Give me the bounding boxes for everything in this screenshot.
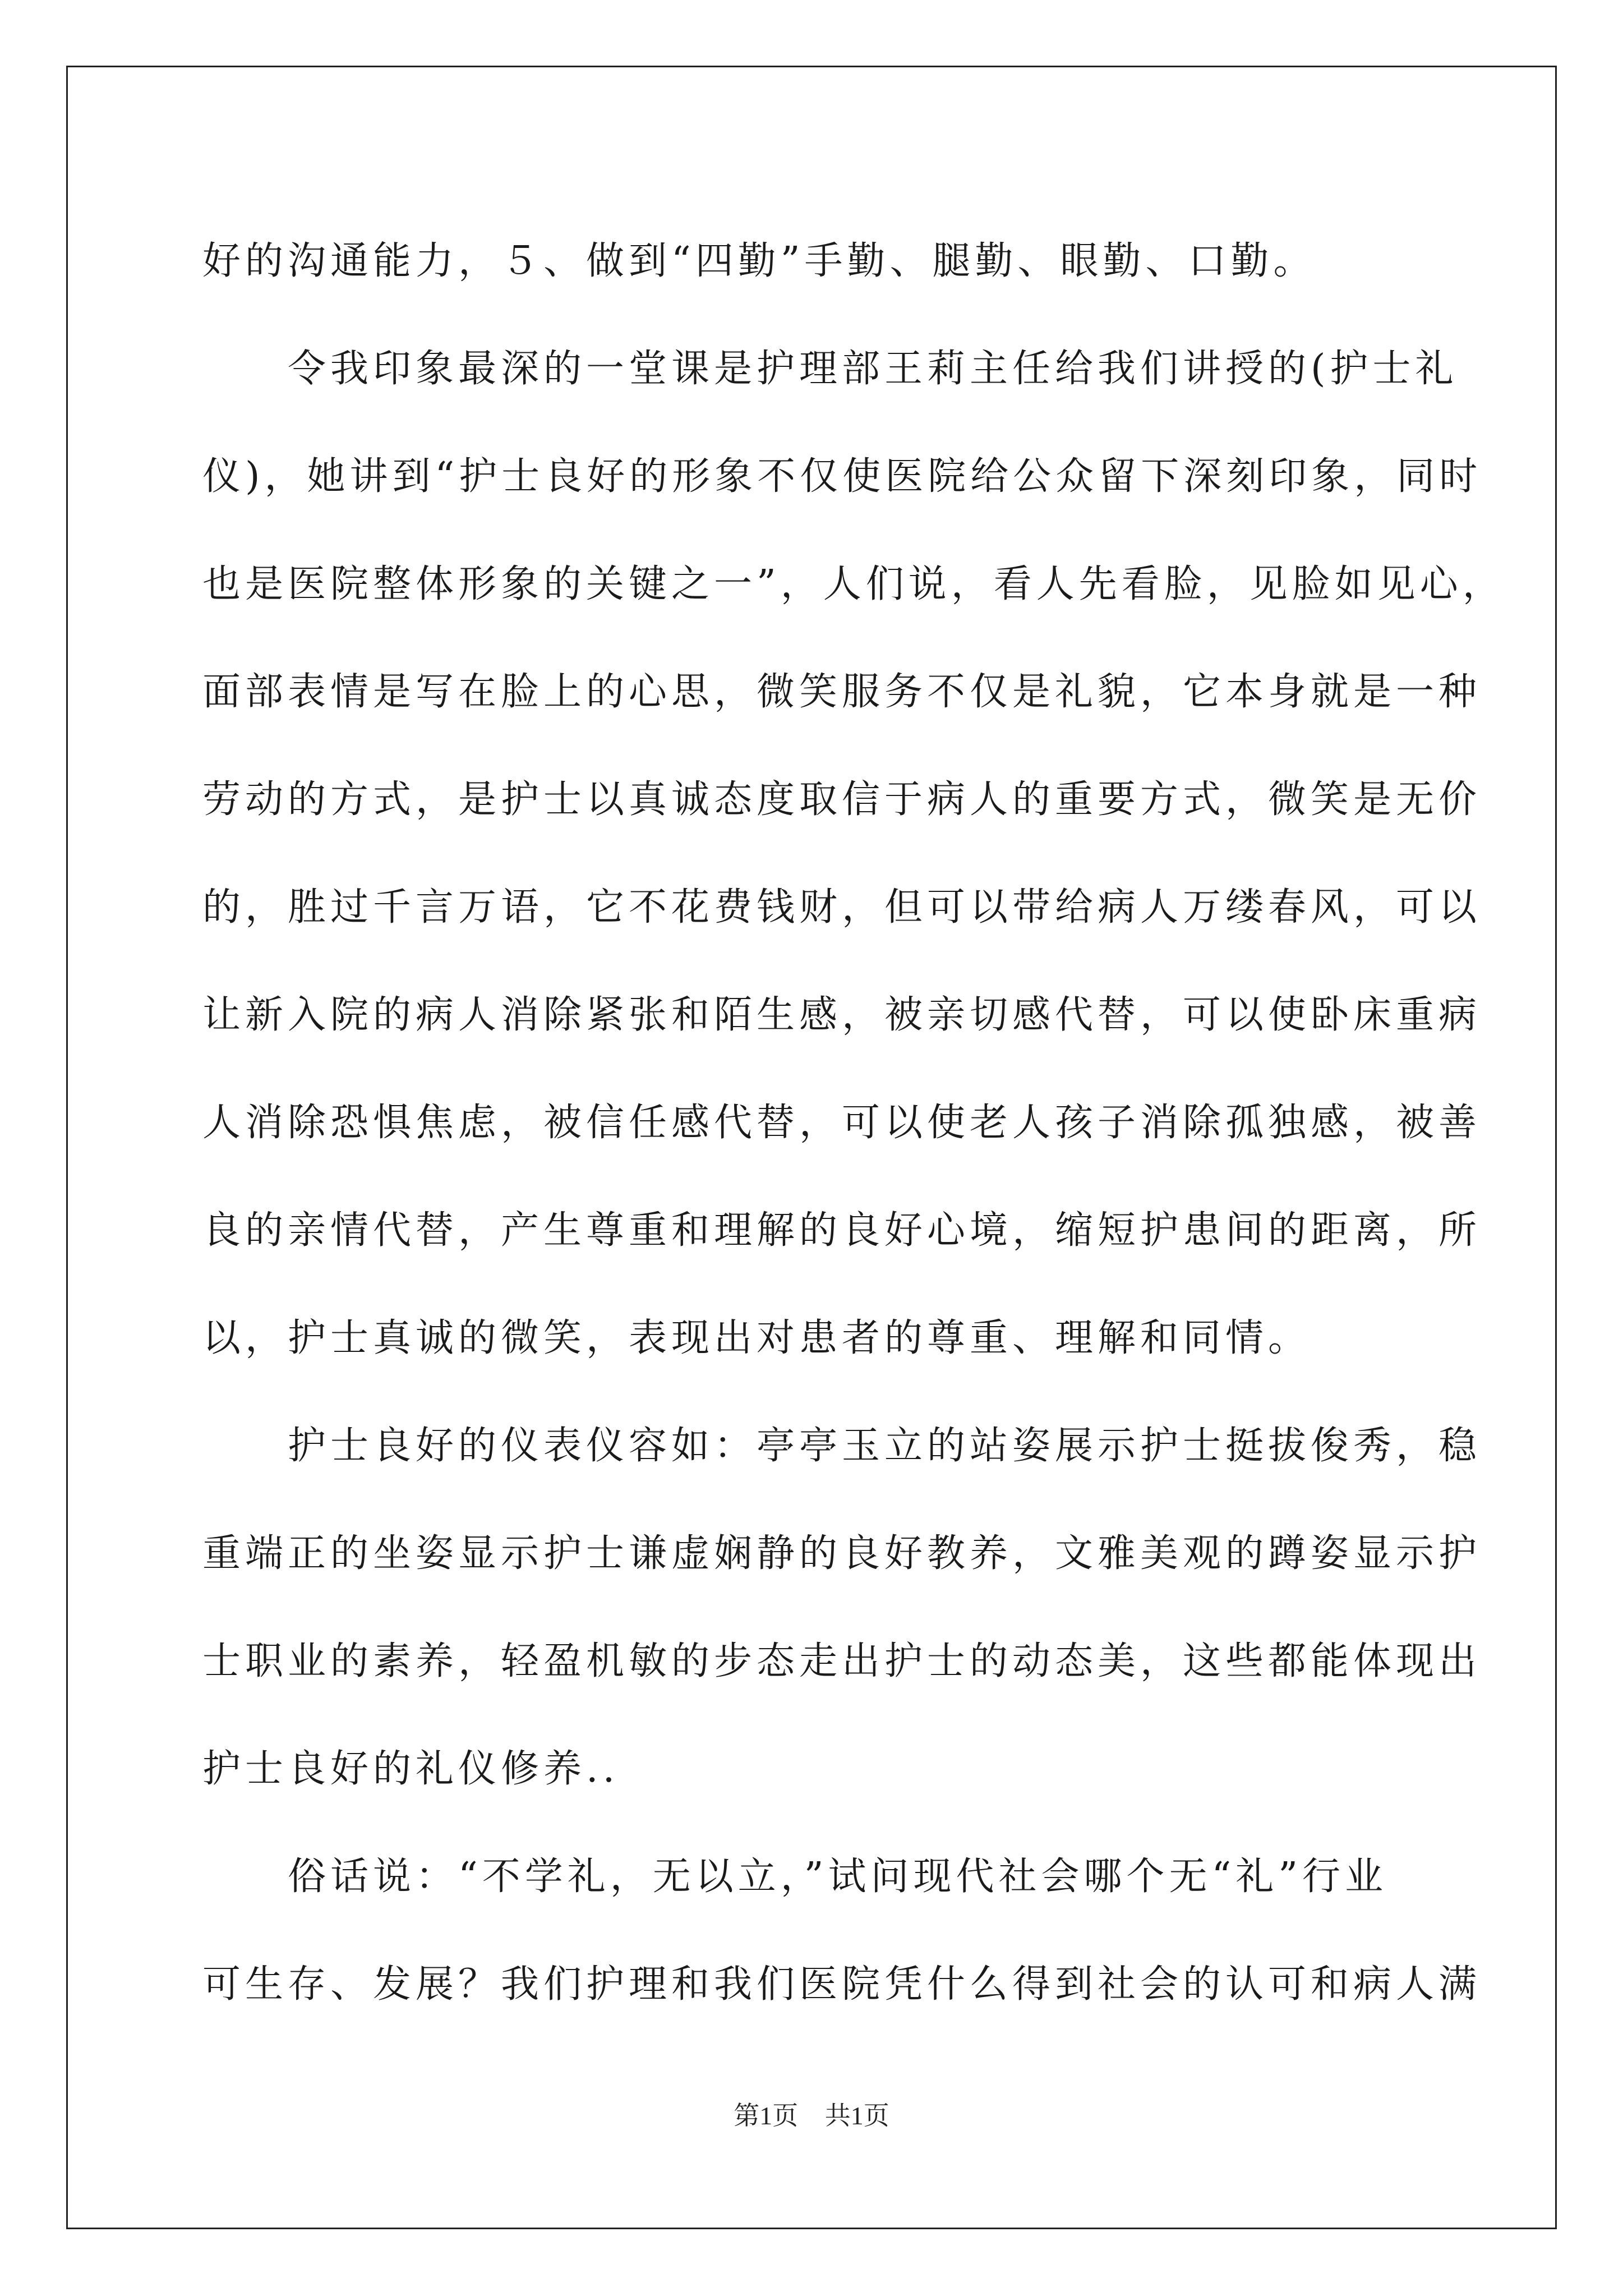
- text-line: 重端正的坐姿显示护士谦虚娴静的良好教养，文雅美观的蹲姿显示护: [202, 1531, 1482, 1576]
- text-line: 以，护士真诚的微笑，表现出对患者的尊重、理解和同情。: [202, 1316, 1311, 1360]
- text-line: 人消除恐惧焦虑，被信任感代替，可以使老人孩子消除孤独感，被善: [202, 1101, 1482, 1145]
- text-line: 令我印象最深的一堂课是护理部王莉主任给我们讲授的(护士礼: [202, 347, 1458, 391]
- page-footer: [0, 2095, 1623, 2132]
- text-line: 士职业的素养，轻盈机敏的步态走出护士的动态美，这些都能体现出: [202, 1639, 1482, 1683]
- text-line: 好的沟通能力，５、做到“四勤”手勤、腿勤、眼勤、口勤。: [202, 239, 1316, 283]
- text-line: 的，胜过千言万语，它不花费钱财，但可以带给病人万缕春风，可以: [202, 885, 1482, 930]
- text-line: 也是医院整体形象的关键之一”，人们说，看人先看脸，见脸如见心，: [202, 562, 1505, 606]
- page-number: 第1页: [734, 2101, 799, 2130]
- text-line: 面部表情是写在脸上的心思，微笑服务不仅是礼貌，它本身就是一种: [202, 670, 1482, 714]
- page-count: 共1页: [824, 2101, 889, 2130]
- text-line: 劳动的方式，是护士以真诚态度取信于病人的重要方式，微笑是无价: [202, 777, 1482, 822]
- text-line: 让新入院的病人消除紧张和陌生感，被亲切感代替，可以使卧床重病: [202, 993, 1482, 1037]
- text-line: 护士良好的礼仪修养..: [202, 1747, 620, 1791]
- document-body: [202, 208, 1505, 2039]
- text-line: 俗话说：“不学礼，无以立，”试问现代社会哪个无“礼”行业: [202, 1855, 1388, 1899]
- text-line: 可生存、发展？我们护理和我们医院凭什么得到社会的认可和病人满: [202, 1962, 1482, 2007]
- text-line: 良的亲情代替，产生尊重和理解的良好心境，缩短护患间的距离，所: [202, 1208, 1482, 1253]
- text-line: 仪)，她讲到“护士良好的形象不仅使医院给公众留下深刻印象，同时: [202, 454, 1482, 499]
- text-line: 护士良好的仪表仪容如：亭亭玉立的站姿展示护士挺拔俊秀，稳: [202, 1424, 1482, 1468]
